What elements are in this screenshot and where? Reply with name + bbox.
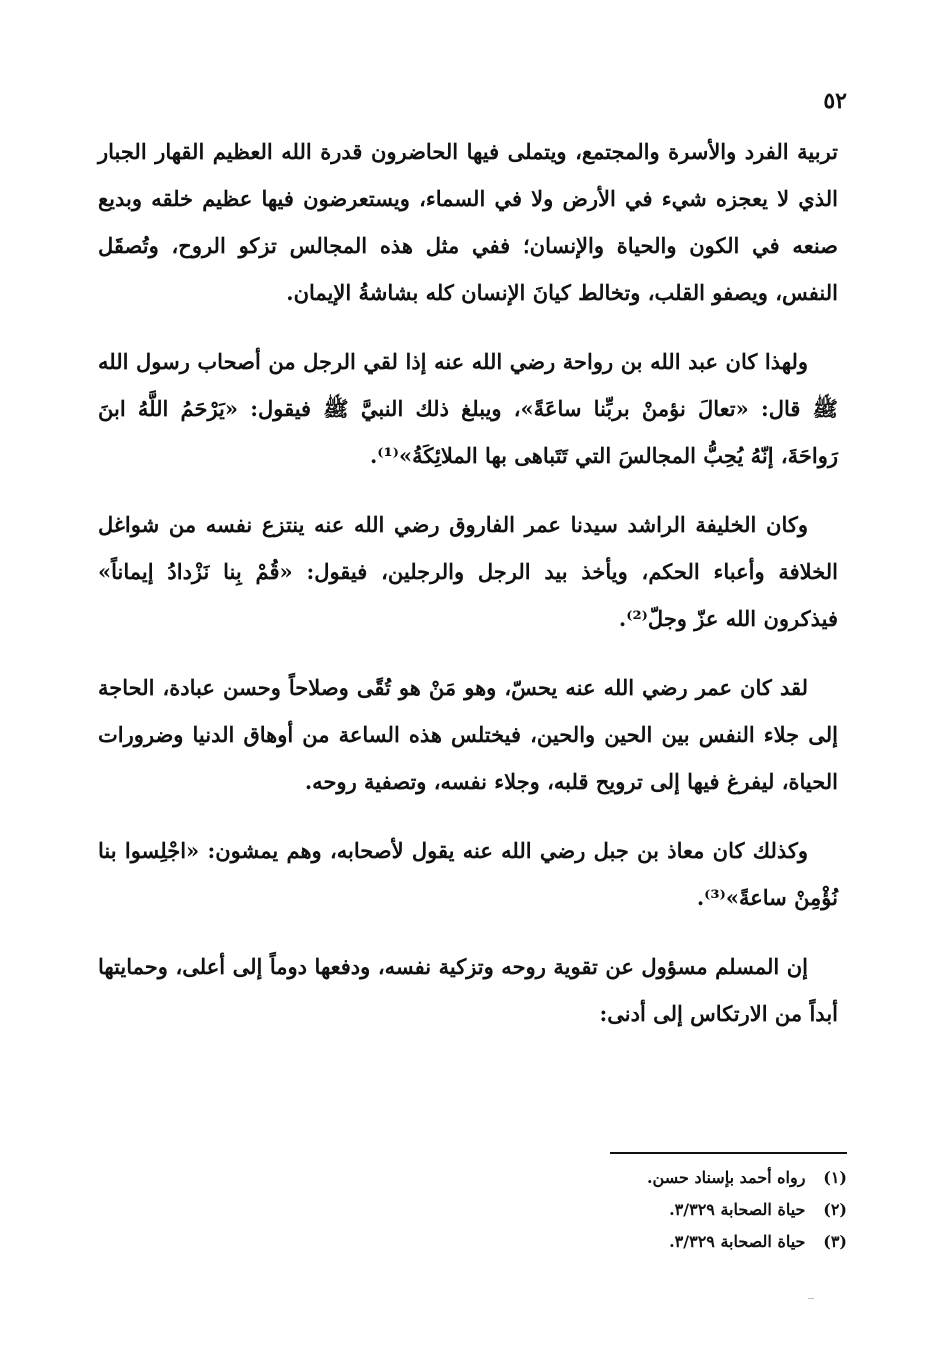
paragraph-3: وكان الخليفة الراشد سيدنا عمر الفاروق رضي الله عنه ينتزع نفسه من شواغل الخلافة وأعباء الحكم، ويأخذ بيد الرجل والرجلين، فيقول: «قُمْ بِنا نَزْدادُ إيماناً» فيذكرون الله عزّ وجلّ⁽²⁾. bbox=[98, 512, 838, 631]
footnote-number: (٣) bbox=[823, 1232, 847, 1251]
footnote-text: حياة الصحابة ٣/٣٢٩. bbox=[669, 1232, 806, 1251]
scan-speck bbox=[808, 1298, 814, 1299]
footnotes bbox=[447, 1162, 847, 1258]
paragraph-2: ولهذا كان عبد الله بن رواحة رضي الله عنه إذا لقي الرجل من أصحاب رسول الله ﷺ قال: «تعالَ نؤمنْ بربِّنا ساعَةً»، ويبلغ ذلك النبيَّ ﷺ فيقول: «يَرْحَمُ اللَّهُ ابنَ رَواحَةَ، إنّهُ يُحِبُّ المجالسَ التي تَتَباهى بها الملائِكَةُ»⁽¹⁾. bbox=[98, 349, 838, 468]
body-text bbox=[98, 128, 838, 1059]
footnote-number: (٢) bbox=[823, 1200, 847, 1219]
paragraph-5: وكذلك كان معاذ بن جبل رضي الله عنه يقول لأصحابه، وهم يمشون: «اجْلِسوا بنا نُؤْمِنْ ساعةً»⁽³⁾. bbox=[98, 838, 838, 910]
footnote-text: حياة الصحابة ٣/٣٢٩. bbox=[669, 1200, 806, 1219]
footnote-text: رواه أحمد بإسناد حسن. bbox=[646, 1168, 806, 1187]
paragraph-6: إن المسلم مسؤول عن تقوية روحه وتزكية نفسه، ودفعها دوماً إلى أعلى، وحمايتها أبداً من الارتكاس إلى أدنى: bbox=[98, 954, 838, 1026]
paragraph-1: تربية الفرد والأسرة والمجتمع، ويتملى فيها الحاضرون قدرة الله العظيم القهار الجبار الذي لا يعجزه شيء في الأرض ولا في السماء، ويستعرضون فيها عظيم خلقه وبديع صنعه في الكون والحياة والإنسان؛ ففي مثل هذه المجالس تزكو الروح، وتُصقَل النفس، ويصفو القلب، وتخالط كيانَ الإنسان كله بشاشةُ الإيمان. bbox=[98, 139, 838, 305]
page-number: ٥٢ bbox=[823, 88, 847, 114]
footnote-1 bbox=[447, 1162, 847, 1194]
footnote-3 bbox=[447, 1226, 847, 1258]
footnote-2 bbox=[447, 1194, 847, 1226]
footnote-divider bbox=[610, 1152, 847, 1154]
footnote-number: (١) bbox=[823, 1168, 847, 1187]
paragraph-4: لقد كان عمر رضي الله عنه يحسّ، وهو مَنْ هو تُقًى وصلاحاً وحسن عبادة، الحاجة إلى جلاء النفس بين الحين والحين، فيختلس هذه الساعة من أوهاق الدنيا وضرورات الحياة، ليفرغ فيها إلى ترويح قلبه، وجلاء نفسه، وتصفية روحه. bbox=[98, 675, 838, 794]
